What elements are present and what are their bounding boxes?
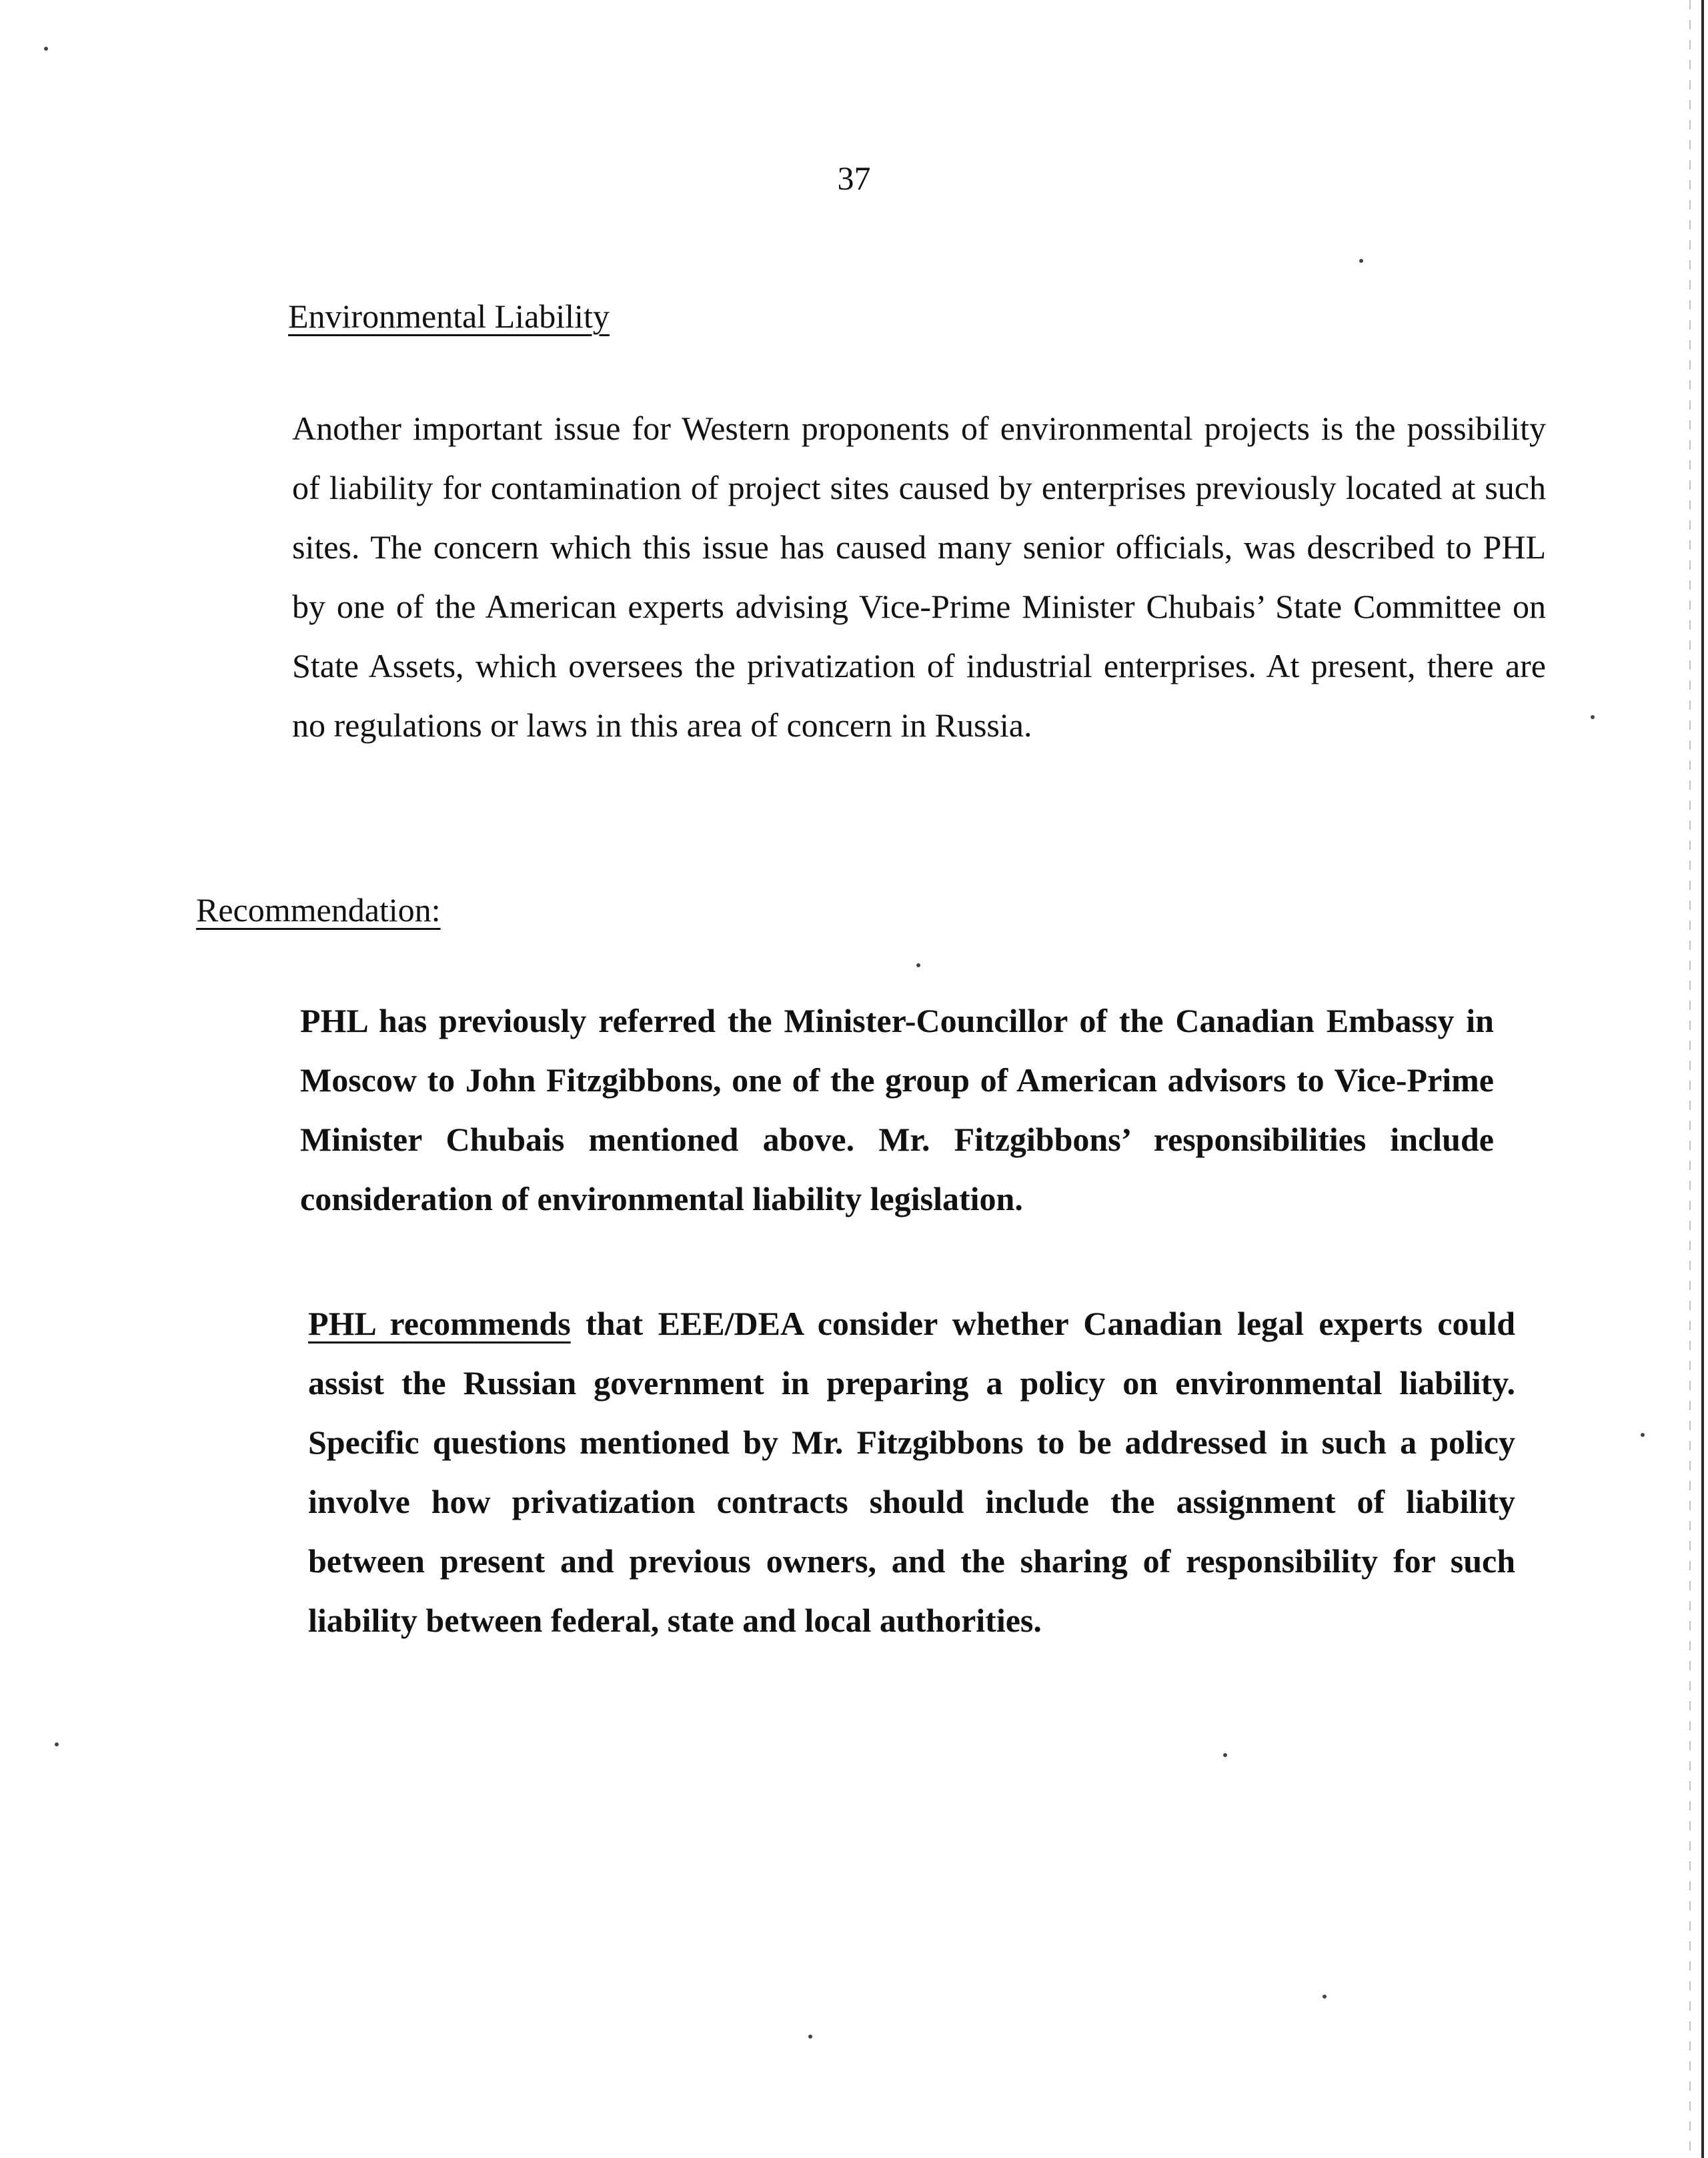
scan-speck: [1641, 1433, 1645, 1437]
scan-speck: [1323, 1995, 1327, 1999]
scan-speck: [808, 2035, 812, 2039]
scan-speck: [44, 47, 48, 51]
page-number: 37: [837, 159, 871, 197]
section-heading-recommendation: Recommendation:: [196, 891, 441, 929]
scan-edge-line: [1701, 0, 1704, 2158]
section-heading-environmental-liability: Environmental Liability: [288, 298, 610, 335]
scan-speck: [916, 963, 920, 967]
paragraph-recommendation-referral: PHL has previously referred the Minister-Councillor of the Canadian Embassy in Moscow to John Fitzgibbons, one of the group of American advisors to Vice-Prime Minister Chubais mentioned above. Mr. Fitzgibbons’ responsibilities include consideration of environmental liability legislation.: [300, 1002, 1494, 1217]
scan-speck: [1223, 1753, 1227, 1757]
scan-speck: [55, 1742, 59, 1746]
paragraph-environmental-liability: Another important issue for Western proponents of environmental projects is the possibility of liability for contamination of project sites caused by enterprises previously located at such sites. The concern which this issue has caused many senior officials, was described to PHL by one of the American experts advising Vice-Prime Minister Chubais’ State Committee on State Assets, which oversees the privatization of industrial enterprises. At present, there are no regulations or laws in this area of concern in Russia.: [292, 410, 1546, 744]
scan-speck: [1591, 715, 1595, 719]
scan-edge-shadow: [1689, 0, 1691, 2158]
recommendation-lead-phrase: PHL recommends: [308, 1305, 571, 1342]
paragraph-recommendation-proposal: [308, 1294, 1515, 1650]
scan-speck: [1359, 259, 1363, 263]
recommendation-body-text: that EEE/DEA consider whether Canadian legal experts could assist the Russian government in preparing a policy on environmental liability. Specific questions mentioned by Mr. Fitzgibbons to be addressed in such a policy involve how privatization contracts should include the assignment of liability between present and previous owners, and the sharing of responsibility for such liability between federal, state and local authorities.: [308, 1305, 1516, 1639]
